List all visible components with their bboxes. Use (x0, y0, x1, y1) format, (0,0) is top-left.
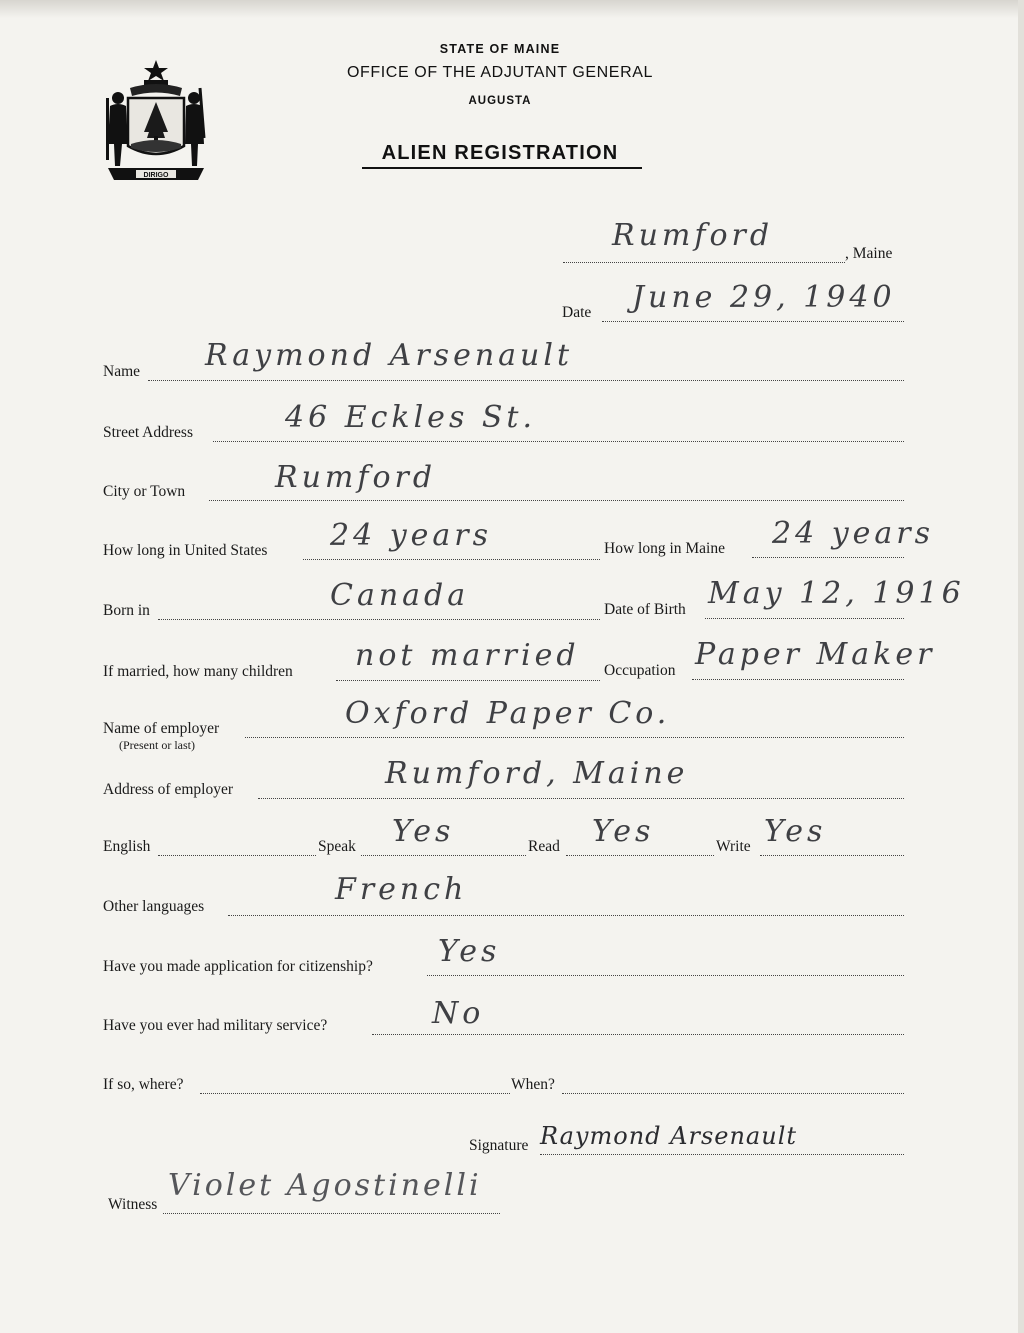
us-duration-line (303, 559, 600, 560)
occupation-label: Occupation (604, 662, 676, 679)
citizenship-label: Have you made application for citizenship? (103, 958, 373, 975)
children-value: not married (355, 638, 580, 673)
military-value: No (432, 996, 485, 1031)
date-line (602, 321, 904, 322)
us-duration-value: 24 years (330, 518, 493, 553)
employer-value: Oxford Paper Co. (345, 696, 671, 731)
english-line (158, 855, 316, 856)
signature-line (540, 1154, 904, 1155)
city-heading: AUGUSTA (468, 95, 532, 107)
signature-label: Signature (469, 1137, 529, 1154)
scan-right-edge (1018, 0, 1024, 1333)
town-line (563, 262, 845, 263)
maine-duration-line (752, 557, 904, 558)
street-label: Street Address (103, 424, 193, 441)
military-line (372, 1034, 904, 1035)
dob-label: Date of Birth (604, 601, 686, 618)
city-value: Rumford (275, 460, 437, 495)
employer-sublabel: (Present or last) (119, 738, 195, 752)
town-suffix-label: , Maine (845, 245, 893, 262)
witness-value: Violet Agostinelli (168, 1168, 482, 1203)
read-line (566, 855, 714, 856)
write-value: Yes (764, 814, 827, 849)
street-line (213, 441, 904, 442)
employer-label: Name of employer (103, 720, 220, 737)
date-label: Date (562, 304, 592, 321)
occupation-line (692, 679, 904, 680)
when-label: When? (511, 1076, 555, 1093)
date-value: June 29, 1940 (632, 280, 896, 315)
other-languages-label: Other languages (103, 898, 205, 915)
name-value: Raymond Arsenault (205, 338, 574, 373)
born-in-label: Born in (103, 602, 150, 619)
dob-line (705, 618, 904, 619)
military-label: Have you ever had military service? (103, 1017, 328, 1034)
name-line (148, 380, 904, 381)
speak-label: Speak (318, 838, 356, 855)
employer-address-line (258, 798, 904, 799)
maine-duration-label: How long in Maine (604, 540, 725, 557)
citizenship-line (427, 975, 904, 976)
scan-top-shadow (0, 0, 1024, 18)
citizenship-value: Yes (438, 934, 501, 969)
born-in-line (158, 619, 600, 620)
maine-duration-value: 24 years (772, 516, 935, 551)
town-value: Rumford (612, 218, 774, 253)
witness-line (163, 1213, 500, 1214)
dob-value: May 12, 1916 (708, 576, 965, 611)
form-title: ALIEN REGISTRATION (381, 142, 619, 164)
write-label: Write (716, 838, 751, 855)
when-line (562, 1093, 904, 1094)
occupation-value: Paper Maker (695, 637, 936, 672)
signature-value: Raymond Arsenault (540, 1122, 798, 1150)
english-label: English (103, 838, 151, 855)
title-underline (362, 167, 642, 169)
read-label: Read (528, 838, 560, 855)
street-value: 46 Eckles St. (285, 400, 537, 435)
read-value: Yes (592, 814, 655, 849)
speak-value: Yes (392, 814, 455, 849)
employer-line (245, 737, 904, 738)
children-line (336, 680, 600, 681)
employer-address-label: Address of employer (103, 781, 233, 798)
svg-text:DIRIGO: DIRIGO (143, 172, 169, 179)
city-label: City or Town (103, 483, 186, 500)
other-languages-line (228, 915, 904, 916)
city-line (209, 500, 904, 501)
where-label: If so, where? (103, 1076, 184, 1093)
witness-label: Witness (108, 1196, 158, 1213)
office-heading: OFFICE OF THE ADJUTANT GENERAL (346, 64, 654, 81)
name-label: Name (103, 363, 141, 380)
children-label: If married, how many children (103, 663, 293, 680)
speak-line (361, 855, 526, 856)
state-heading: STATE OF MAINE (439, 42, 561, 56)
where-line (200, 1093, 510, 1094)
employer-address-value: Rumford, Maine (385, 756, 689, 791)
born-in-value: Canada (330, 578, 470, 613)
write-line (760, 855, 904, 856)
other-languages-value: French (335, 872, 468, 907)
us-duration-label: How long in United States (103, 542, 268, 559)
